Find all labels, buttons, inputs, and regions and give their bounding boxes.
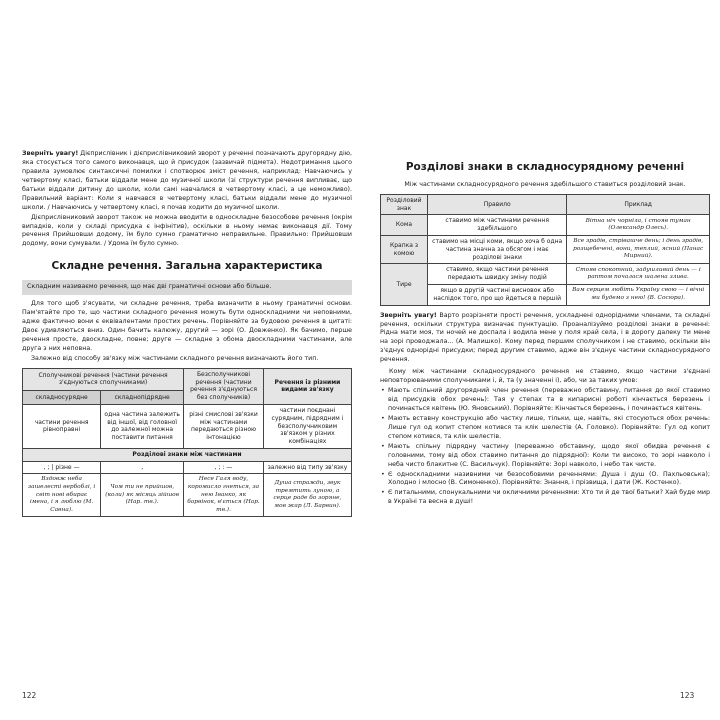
example-cell: Вітна ніч чорніла, і стояв туман (Олександр Олесь). bbox=[567, 215, 710, 236]
rule-cell: ставимо на місці коми, якщо хоча б одна частина значна за обсягом і має розділові знаки bbox=[428, 236, 567, 264]
sign-cell: Крапка з комою bbox=[381, 236, 428, 264]
header-sign: Розділовий знак bbox=[381, 194, 428, 215]
section-title: Розділові знаки в складносурядному реченні bbox=[405, 161, 685, 173]
list-item: • Мають вставну конструкцію або частку лише, тільки, ще, навіть, які стосуються обох речень: Лише гул од копит степом котився та клік шелестів (А. Головко). Порівняйте: Гул од копит степом котився, та клік шелестів. bbox=[381, 414, 710, 440]
paragraph: Для того щоб з'ясувати, чи складне речення, треба визначити в ньому граматичні основи. Пам'ятайте про те, що частини складного речення можуть бути односкладними чи неповними, адже фактично вони є еквівалентами простих речень. Порівняйте за будовою речення в цитаті: Двоє удивляються вниз. Один бачить калюжу, другий — зорі (О. Довженко). Як бачимо, перше речення просте, двоскладне, повне; друге — складне з обома двоскладними частинами, але друга з них неповна. bbox=[22, 300, 352, 352]
section-title: Складне речення. Загальна характеристика bbox=[51, 260, 323, 273]
sentence-types-table bbox=[22, 368, 352, 517]
example-cell: Все зрадів, стрівашче день; і день зрадів, розщебечені, вони, теплий, ясний (Панас Мирний). bbox=[567, 236, 710, 264]
punctuation-table bbox=[380, 194, 710, 306]
table-cell: , bbox=[101, 461, 184, 474]
example-cell: Стояв спокотний, задушливий день — і раптом почалася шалена злива. bbox=[567, 264, 710, 285]
table-cell: різні смислові зв'язки між частинами передаються різною інтонацією bbox=[184, 404, 264, 448]
page-number-left: 122 bbox=[22, 691, 37, 700]
header-mixed: Речення із різними видами зв'язку bbox=[263, 368, 351, 404]
header-compound: складносурядне bbox=[23, 391, 101, 405]
attention-label: Зверніть увагу! bbox=[22, 150, 79, 157]
attention-paragraph bbox=[22, 150, 352, 213]
page-number-right: 123 bbox=[680, 691, 695, 700]
list-item: • Мають спільний другорядний член речення (переважно обставину, питання до якої ставимо від присудків обох речень): Тая у степах та в кипарисні роботі кінчається березень і починається квітень (Ю. Яновський). Порівняйте: Кінчається березень, і починається квітень. bbox=[381, 387, 710, 412]
left-page bbox=[22, 150, 352, 517]
list-item: • Є питальними, спонукальними чи окличними реченнями: Хто ти й де твої батьки? Хай буде мир в Україні та весна в душі! bbox=[381, 489, 710, 506]
attention-text: Дієприслівник і дієприслівниковий зворот у реченні позначають другорядну дію, яка стосується того самого виконавця, що й присудок (зазвичай підмета). Недотримання цього правила зумовлює синтаксичні помилки і спотворює зміст речення, наприклад: Навчаючись у четвертому класі, батьки віддали мене до музичної школи (зі структури речення випливає, що батьки віддали дитину до школи, коли самі навчалися в четвертому класі, а це неможливо). Правильний варіант: Коли я навчався в четвертому класі, батьки віддали мене до музичної школи. / Навчаючись у четвертому класі, я почав ходити до музичної школи. bbox=[22, 150, 352, 211]
sign-cell: Тире bbox=[381, 264, 428, 305]
paragraph: Залежно від способу зв'язку між частинами складного речення визначають його тип. bbox=[31, 354, 319, 362]
intro-text: Між частинами складносурядного речення здебільшого ставиться розділовий знак. bbox=[404, 180, 686, 188]
table-cell: , ; : — bbox=[184, 461, 264, 474]
rule-cell: ставимо, якщо частини речення передають швидку зміну подій bbox=[428, 264, 567, 285]
conditions-list bbox=[380, 387, 710, 507]
rule-cell: якщо в другій частині висновок або наслідок того, про що йдеться в першій bbox=[428, 285, 567, 306]
rule-paragraph: Кому між частинами складносурядного речення не ставимо, якщо частини з'єднані неповторюваними сполучниками і, й, та (у значенні і), або, чи за таких умов: bbox=[380, 368, 710, 385]
example-cell: Вздовж неба зашелесті вербоблі, і світ нові вбирає імена, і я люблю (М. Савна). bbox=[23, 474, 101, 517]
example-cell: Вам серцем любіть Україну свою — і вічні ми будемо з нею! (В. Сосюра). bbox=[567, 285, 710, 306]
header-complex: складнопідрядне bbox=[101, 391, 184, 405]
attention-paragraph bbox=[380, 312, 710, 366]
table-cell: залежно від типу зв'язку bbox=[263, 461, 351, 474]
header-rule: Правило bbox=[428, 194, 567, 215]
header-nonconjunctional: Безсполучникові речення (частини речення з'єднуються без сполучників) bbox=[184, 368, 264, 404]
example-cell: Душа стражди, звук тремтить луною, а серце раде бо зоряне, мов жар (Л. Барвин). bbox=[263, 474, 351, 517]
example-cell: Чом ти не прийшов, (коли) як місяць зійшов (Нар. тв.). bbox=[101, 474, 184, 517]
list-item: • Є односкладними називними чи безособовими реченнями: Душа і душ (О. Пахльовська); Холодно і млосно (В. Симоненко). Порівняйте: Знання, і прізвища, і дати (Ж. Костенко). bbox=[381, 470, 710, 487]
attention-text: Варто розрізняти прості речення, ускладнені однорідними членами, та складні речення, оскільки структура визначає пунктуацію. Проаналізуймо розділові знаки в реченні: Рідна мати моя, ти ночей не доспала і водила мене у поля край села, і в дорогу далеку ти мене на зорі проводжала... (А. Малишко). Кому перед першим сполучником і не ставимо, оскільки він з'єднує однорідні присудки; перед другим ставимо, адже він з'єднує частини складносурядного речення. bbox=[380, 311, 710, 364]
definition-box: Складним називаємо речення, що має дві граматичні основи або більше. bbox=[22, 280, 352, 295]
punctuation-header: Розділові знаки між частинами bbox=[23, 448, 352, 461]
table-cell: одна частина залежить від іншої, від головної до залежної можна поставити питання bbox=[101, 404, 184, 448]
table-cell: частини речення рівноправні bbox=[23, 404, 101, 448]
attention-paragraph-2: Дієприслівниковий зворот також не можна вводити в односкладне безособове речення (окрім випадків, коли у складі присудка є інфінітив), оскільки в ньому немає виконавця дії. Тому речення Прийшовши додому, їм було сумно граматично неправильне. Правильно: Прийшовши додому, вони сумували. / Удома їм було сумно. bbox=[22, 213, 352, 248]
attention-label: Зверніть увагу! bbox=[380, 311, 437, 319]
table-cell: , ; | різне — bbox=[23, 461, 101, 474]
rule-cell: ставимо між частинами речення здебільшого bbox=[428, 215, 567, 236]
table-cell: частини поєднані сурядним, підрядним і безсполучниковим зв'язком у різних комбінаціях bbox=[263, 404, 351, 448]
right-page bbox=[380, 150, 710, 508]
example-cell: Несе Галя воду, коромисло гнеться, за нею Іванко, як барвінок, в'ється (Нар. тв.). bbox=[184, 474, 264, 517]
sign-cell: Кома bbox=[381, 215, 428, 236]
list-item: • Мають спільну підрядну частину (переважно обставину, щодо якої обидва речення є головними, тому від обох ставимо питання до підрядної): Коли ти високо, то зорі навколо і неба чисто блакитне (С. Васильчук). Порівняйте: Зорі навколо, і небо так чисте. bbox=[381, 442, 710, 468]
header-conjunctional: Сполучникові речення (частини речення з'єднуються сполучниками) bbox=[23, 368, 184, 390]
header-example: Приклад bbox=[567, 194, 710, 215]
